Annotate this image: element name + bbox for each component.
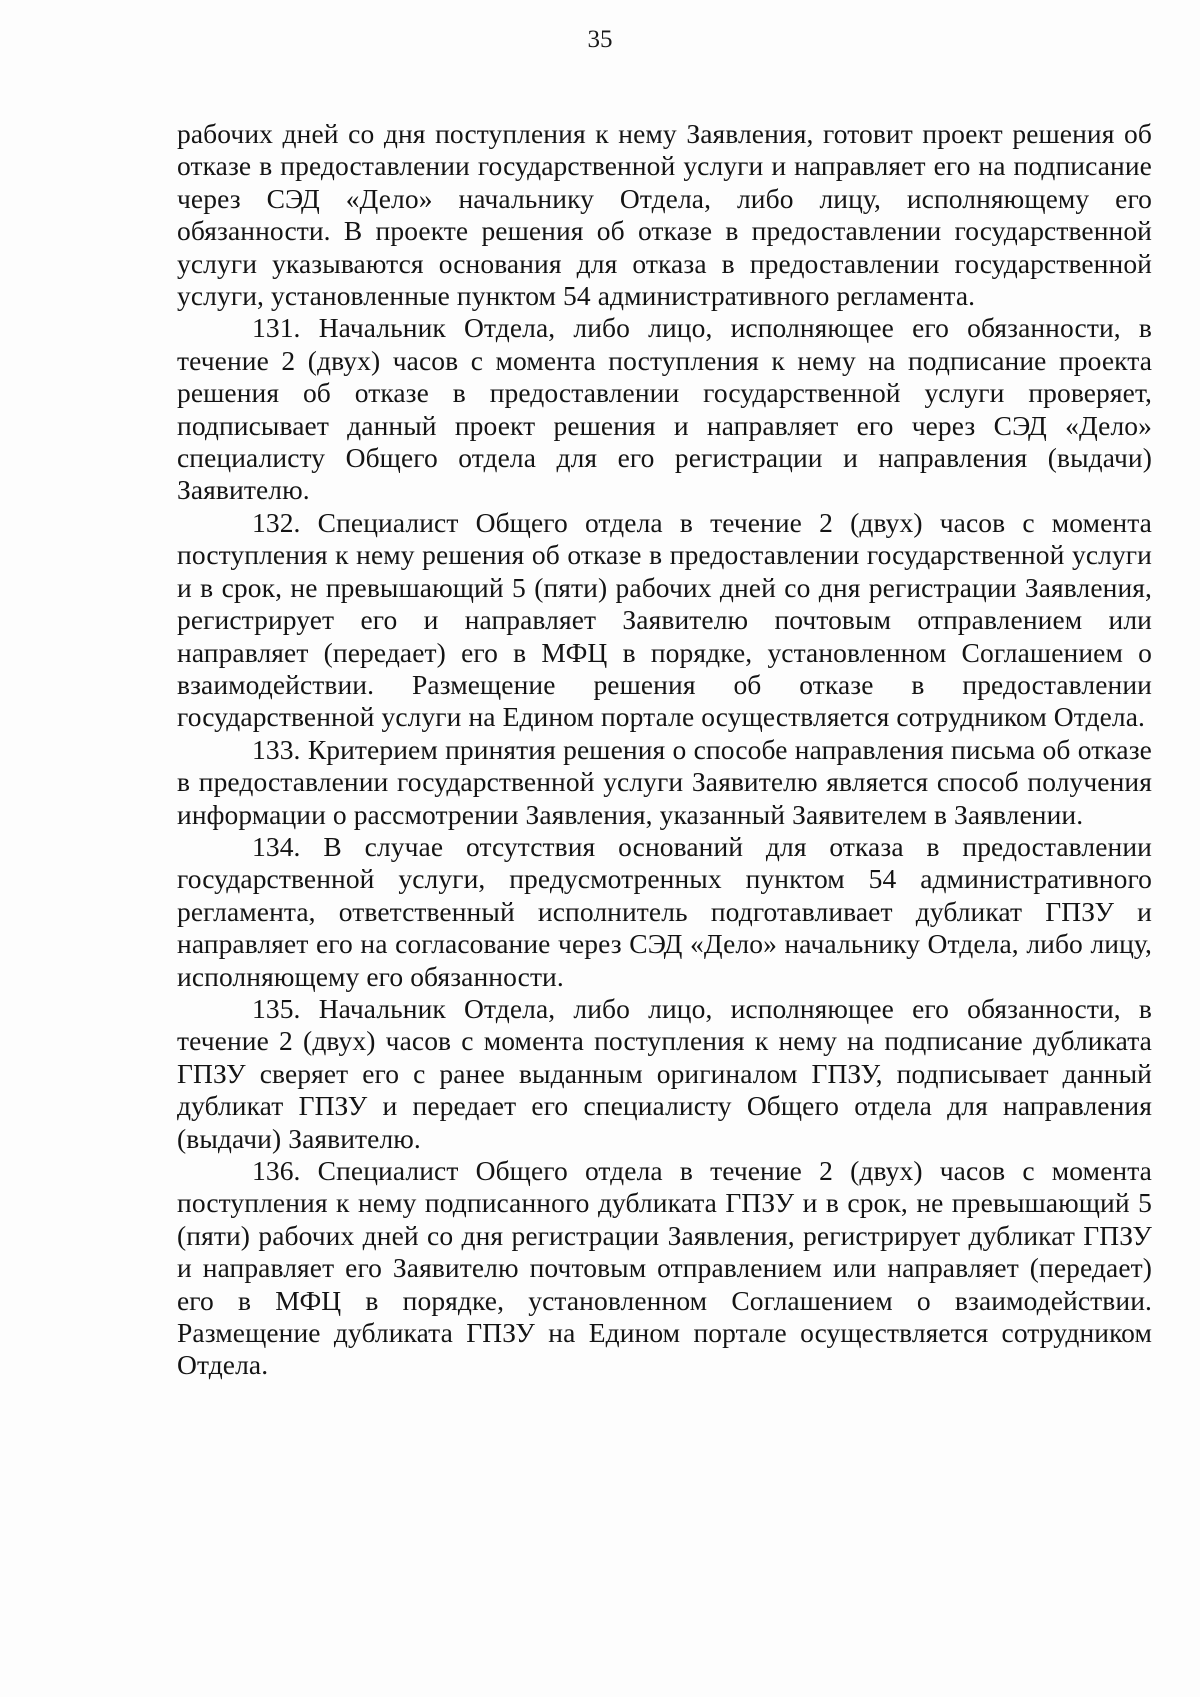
paragraph-133 [177,734,1152,831]
paragraph-number: 136. [252,1155,301,1186]
paragraph-text: Специалист Общего отдела в течение 2 (двух) часов с момента поступления к нему решения об отказе в предоставлении государственной услуги и в срок, не превышающий 5 (пяти) рабочих дней со дня регистрации Заявления, регистрирует его и направляет Заявителю почтовым отправлением или направляет (передает) его в МФЦ в порядке, установленном Соглашением о взаимодействии. Размещение решения об отказе в предоставлении государственной услуги на Едином портале осуществляется сотрудником Отдела. [177,506,1152,733]
paragraph-136 [177,1155,1152,1382]
paragraph-text: В случае отсутствия оснований для отказа в предоставлении государственной услуги, предусмотренных пунктом 54 административного регламента, ответственный исполнитель подготавливает дубликат ГПЗУ и направляет его на согласование через СЭД «Дело» начальнику Отдела, либо лицу, исполняющему его обязанности. [177,830,1152,992]
paragraph-number: 134. [252,830,301,862]
paragraph-132 [177,507,1152,734]
document-body [177,118,1152,1382]
paragraph-number: 135. [252,992,301,1024]
paragraph-text: Начальник Отдела, либо лицо, исполняющее его обязанности, в течение 2 (двух) часов с момента поступления к нему на подписание проекта решения об отказе в предоставлении государственной услуги проверяет, подписывает данный проект решения и направляет его через СЭД «Дело» специалисту Общего отдела для его регистрации и направления (выдачи) Заявителю. [177,312,1152,506]
paragraph-135 [177,993,1152,1155]
page-number: 35 [587,26,613,53]
paragraph-text: Специалист Общего отдела в течение 2 (двух) часов с момента поступления к нему подписанного дубликата ГПЗУ и в срок, не превышающий 5 (пяти) рабочих дней со дня регистрации Заявления, регистрирует дубликат ГПЗУ и направляет его Заявителю почтовым отправлением или направляет (передает) его в МФЦ в порядке, установленном Соглашением о взаимодействии. Размещение дубликата ГПЗУ на Едином портале осуществляется сотрудником Отдела. [177,1155,1152,1381]
paragraph-number: 132. [252,506,301,538]
paragraph-131 [177,312,1152,506]
paragraph-134 [177,831,1152,993]
paragraph-continuation [177,118,1152,312]
paragraph-number: 131. [252,312,301,344]
paragraph-number: 133. [252,733,301,765]
paragraph-text: Начальник Отдела, либо лицо, исполняющее его обязанности, в течение 2 (двух) часов с момента поступления к нему на подписание дубликата ГПЗУ сверяет его с ранее выданным оригиналом ГПЗУ, подписывает данный дубликат ГПЗУ и передает его специалисту Общего отдела для направления (выдачи) Заявителю. [177,992,1152,1154]
paragraph-text: рабочих дней со дня поступления к нему Заявления, готовит проект решения об отказе в предоставлении государственной услуги и направляет его на подписание через СЭД «Дело» начальнику Отдела, либо лицу, исполняющему его обязанности. В проекте решения об отказе в предоставлении государственной услуги указываются основания для отказа в предоставлении государственной услуги, установленные пунктом 54 административного регламента. [177,118,1152,312]
paragraph-text: Критерием принятия решения о способе направления письма об отказе в предоставлении государственной услуги Заявителю является способ получения информации о рассмотрении Заявления, указанный Заявителем в Заявлении. [177,733,1152,830]
